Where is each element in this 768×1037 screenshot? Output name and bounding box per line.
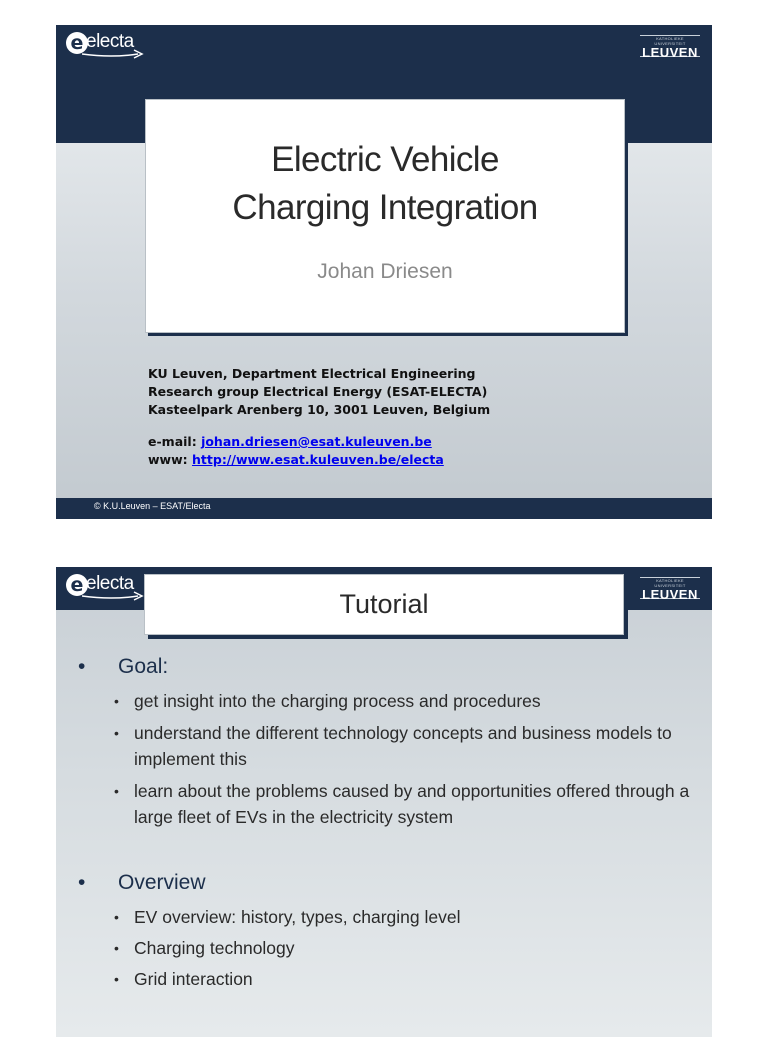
leuven-logo-small: KATHOLIEKE UNIVERSITEIT bbox=[654, 36, 686, 46]
leuven-logo-small: KATHOLIEKE UNIVERSITEIT bbox=[654, 578, 686, 588]
email-link[interactable]: johan.driesen@esat.kuleuven.be bbox=[201, 434, 432, 449]
title-line-2: Charging Integration bbox=[232, 188, 538, 227]
slide-title bbox=[56, 25, 712, 519]
ku-leuven-logo bbox=[640, 577, 700, 602]
electa-logo bbox=[66, 573, 142, 605]
affiliation-line: Research group Electrical Energy (ESAT-ELECTA) bbox=[148, 384, 488, 399]
bullet-heading-text: Overview bbox=[118, 871, 206, 894]
affiliation-line: KU Leuven, Department Electrical Engineering bbox=[148, 366, 476, 381]
title-line-1: Electric Vehicle bbox=[271, 140, 499, 179]
leuven-logo-big: LEUVEN bbox=[642, 587, 698, 602]
author-name: Johan Driesen bbox=[317, 260, 453, 283]
footer-band bbox=[56, 498, 712, 519]
list-item bbox=[114, 688, 704, 714]
presentation-title bbox=[146, 100, 624, 232]
email-row bbox=[148, 433, 490, 451]
email-label: e-mail: bbox=[148, 434, 197, 449]
list-item-text: learn about the problems caused by and opportunities offered through a large fleet of EVs in the electricity system bbox=[134, 781, 690, 827]
electa-logo bbox=[66, 31, 142, 63]
list-item-text: understand the different technology concepts and business models to implement this bbox=[134, 723, 672, 769]
slide-tutorial bbox=[56, 567, 712, 1037]
list-item bbox=[114, 966, 704, 992]
title-box bbox=[145, 99, 625, 333]
list-item bbox=[114, 778, 704, 830]
bullet-heading-goal bbox=[78, 655, 168, 679]
electa-logo-text: electa bbox=[86, 31, 134, 52]
sub-bullet-icon: • bbox=[114, 725, 119, 741]
affiliation-block bbox=[148, 365, 490, 469]
www-row bbox=[148, 451, 490, 469]
electa-e-icon: e bbox=[66, 574, 88, 596]
bullet-heading-text: Goal: bbox=[118, 655, 169, 678]
footer-copyright: © K.U.Leuven – ESAT/Electa bbox=[94, 501, 211, 511]
sub-bullet-icon: • bbox=[114, 940, 119, 956]
electa-arrow-icon bbox=[82, 591, 144, 601]
slide-title: Tutorial bbox=[144, 574, 624, 635]
sub-bullet-icon: • bbox=[114, 693, 119, 709]
bullet-icon: • bbox=[78, 655, 86, 678]
sub-bullet-icon: • bbox=[114, 909, 119, 925]
sub-bullet-icon: • bbox=[114, 971, 119, 987]
sub-bullet-icon: • bbox=[114, 783, 119, 799]
list-item bbox=[114, 904, 704, 930]
website-link[interactable]: http://www.esat.kuleuven.be/electa bbox=[192, 452, 444, 467]
list-item bbox=[114, 720, 704, 772]
bullet-heading-overview bbox=[78, 871, 206, 895]
list-item-text: Charging technology bbox=[134, 938, 295, 958]
electa-e-icon: e bbox=[66, 32, 88, 54]
leuven-logo-big: LEUVEN bbox=[642, 45, 698, 60]
bullet-icon: • bbox=[78, 871, 86, 894]
list-item-text: get insight into the charging process and procedures bbox=[134, 691, 541, 711]
electa-arrow-icon bbox=[82, 49, 144, 59]
affiliation-line: Kasteelpark Arenberg 10, 3001 Leuven, Belgium bbox=[148, 402, 491, 417]
www-label: www: bbox=[148, 452, 188, 467]
ku-leuven-logo bbox=[640, 35, 700, 60]
list-item bbox=[114, 935, 704, 961]
electa-logo-text: electa bbox=[86, 573, 134, 594]
list-item-text: EV overview: history, types, charging level bbox=[134, 907, 461, 927]
list-item-text: Grid interaction bbox=[134, 969, 253, 989]
